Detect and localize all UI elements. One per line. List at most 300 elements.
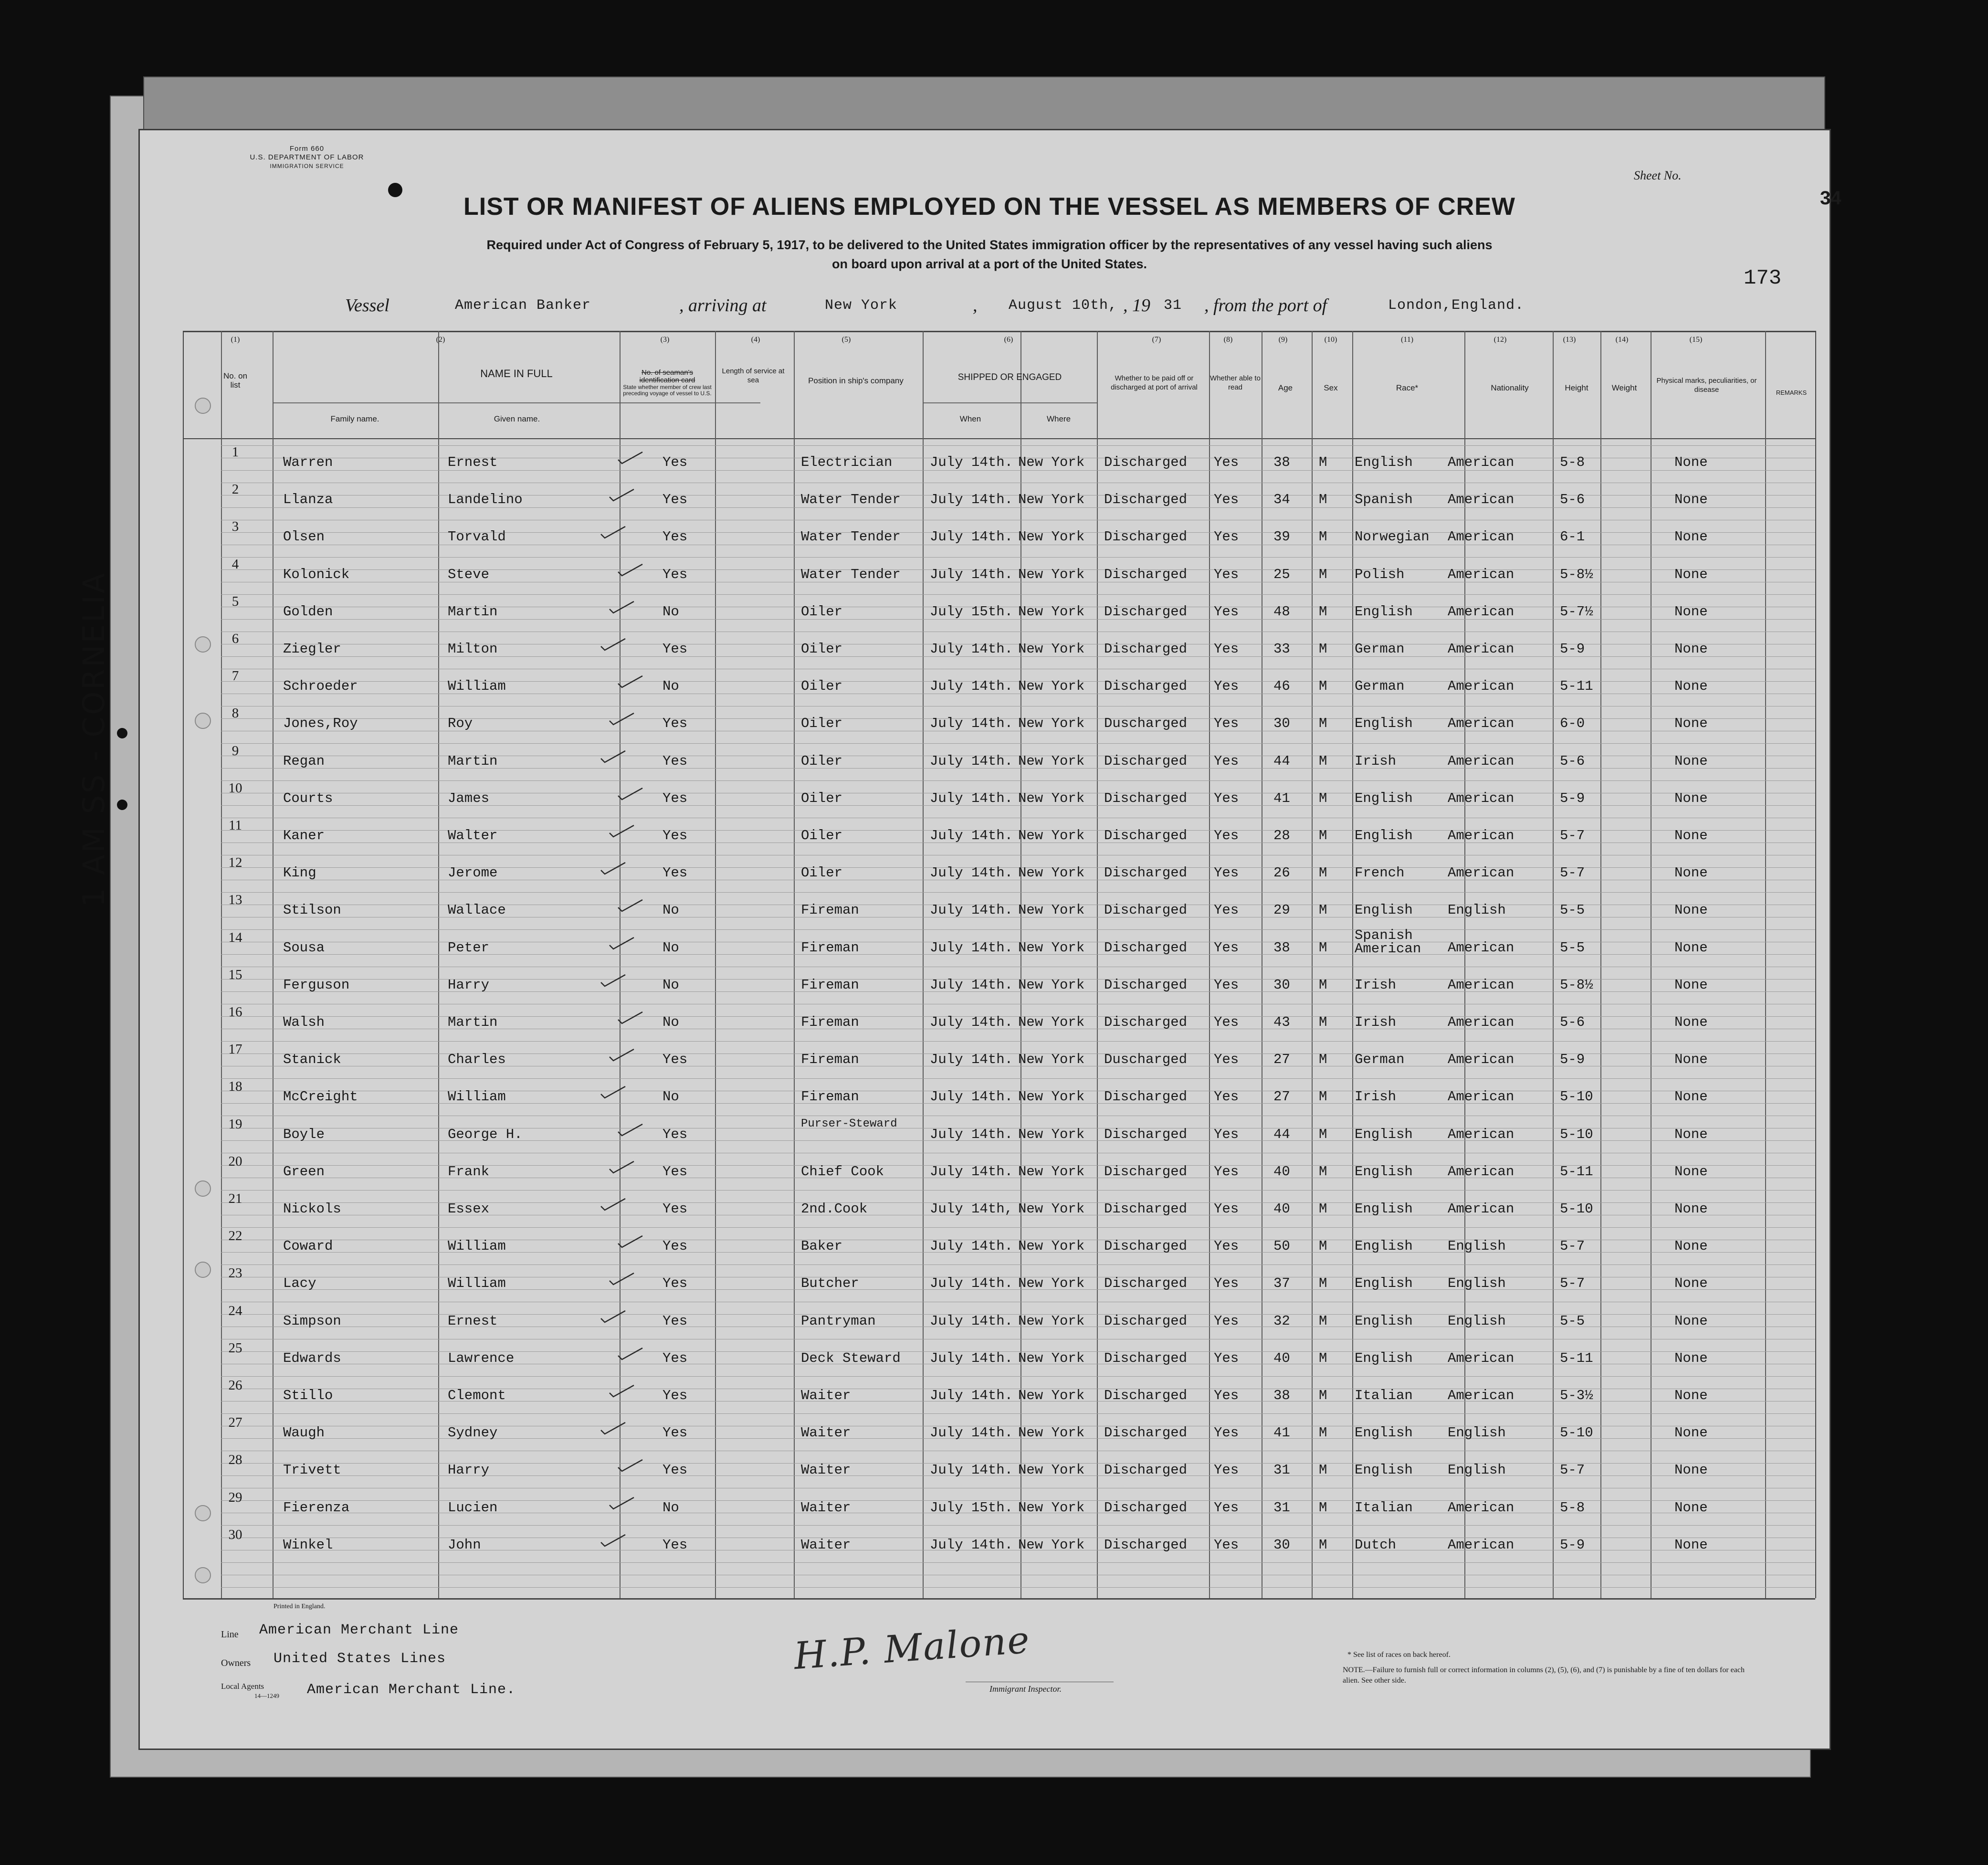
given-name: Walter — [448, 828, 498, 843]
writing-rule — [221, 1227, 1815, 1228]
row-number: 15 — [228, 967, 242, 982]
hdr-no-on-list: No. on list — [223, 371, 248, 390]
writing-rule — [221, 1413, 1815, 1414]
race: French — [1355, 865, 1405, 881]
family-name: Coward — [283, 1238, 333, 1254]
race: English — [1355, 1126, 1413, 1142]
previous-voyage: Yes — [663, 828, 688, 843]
row-number: 5 — [231, 593, 239, 609]
hdr-height: Height — [1565, 383, 1588, 392]
table-bottom-rule — [183, 1598, 1815, 1600]
race: German — [1355, 678, 1405, 695]
previous-voyage: Yes — [663, 1163, 688, 1180]
race: Irish — [1355, 753, 1397, 769]
shipped-when: July 14th. — [930, 678, 1013, 695]
sex: M — [1319, 1089, 1327, 1105]
position: Fireman — [801, 1089, 859, 1105]
column-rule — [620, 331, 621, 1598]
previous-voyage: Yes — [663, 566, 688, 582]
binder-hole — [195, 1180, 211, 1197]
able-to-read: Yes — [1214, 716, 1239, 732]
able-to-read: Yes — [1214, 1238, 1239, 1254]
physical-marks: None — [1674, 1201, 1708, 1217]
vessel-name: American Banker — [455, 297, 591, 314]
race: Norwegian — [1355, 529, 1430, 545]
family-name: McCreight — [283, 1089, 358, 1105]
family-name: Fierenza — [283, 1499, 350, 1516]
row-number: 25 — [228, 1340, 242, 1356]
shipped-where: New York — [1018, 902, 1085, 918]
race: English — [1355, 603, 1413, 620]
check-mark-icon — [617, 1459, 643, 1472]
physical-marks: None — [1674, 1275, 1708, 1292]
col-num-9: (9) — [1278, 336, 1288, 344]
given-name: Wallace — [448, 902, 506, 918]
family-name: Jones,Roy — [283, 716, 358, 732]
able-to-read: Yes — [1214, 865, 1239, 881]
height: 6-0 — [1560, 716, 1585, 732]
given-name: Lawrence — [448, 1350, 515, 1366]
paid-off: Duscharged — [1104, 1052, 1188, 1068]
nationality: American — [1448, 977, 1515, 993]
given-name: Milton — [448, 641, 498, 657]
sex: M — [1319, 1014, 1327, 1030]
comma: , — [973, 295, 978, 316]
writing-rule — [221, 929, 1815, 930]
check-mark-icon — [609, 712, 635, 726]
given-name: Martin — [448, 1014, 498, 1030]
paid-off: Discharged — [1104, 828, 1188, 843]
check-mark-icon — [617, 1347, 643, 1360]
binder-hole — [195, 713, 211, 729]
age: 44 — [1273, 753, 1290, 769]
check-mark-icon — [600, 974, 626, 987]
race: Spanish American — [1355, 927, 1421, 957]
margin-handwriting: 1 AM SS - CORNELIA — [76, 571, 111, 907]
previous-voyage: Yes — [663, 1425, 688, 1441]
physical-marks: None — [1674, 1014, 1708, 1030]
given-name: Charles — [448, 1052, 506, 1068]
age: 46 — [1273, 678, 1290, 695]
age: 28 — [1273, 828, 1290, 843]
paid-off: Discharged — [1104, 1238, 1188, 1254]
previous-voyage: Yes — [663, 1201, 688, 1217]
age: 34 — [1273, 492, 1290, 508]
able-to-read: Yes — [1214, 1126, 1239, 1142]
physical-marks: None — [1674, 1089, 1708, 1105]
physical-marks: None — [1674, 1052, 1708, 1068]
check-mark-icon — [600, 526, 626, 539]
check-mark-icon — [609, 1272, 635, 1285]
col-num-14: (14) — [1615, 336, 1629, 344]
position: Fireman — [801, 977, 859, 993]
check-mark-icon — [600, 750, 626, 763]
age: 29 — [1273, 902, 1290, 918]
previous-voyage: Yes — [663, 1313, 688, 1329]
previous-voyage: Yes — [663, 1052, 688, 1068]
check-mark-icon — [609, 488, 635, 502]
paid-off: Discharged — [1104, 1350, 1188, 1366]
height: 5-3½ — [1560, 1388, 1593, 1403]
height: 5-7½ — [1560, 603, 1593, 620]
binder-hole — [195, 1567, 211, 1583]
age: 25 — [1273, 566, 1290, 582]
age: 27 — [1273, 1052, 1290, 1068]
writing-rule — [221, 1376, 1815, 1377]
writing-rule — [221, 1041, 1815, 1042]
physical-marks: None — [1674, 566, 1708, 582]
sex: M — [1319, 678, 1327, 695]
hdr-physical: Physical marks, peculiarities, or disease — [1656, 377, 1757, 394]
column-rule — [1600, 331, 1601, 1598]
margin-number: 34 — [1820, 188, 1841, 209]
column-rule — [438, 331, 439, 1598]
subtitle — [283, 235, 1696, 274]
sex: M — [1319, 1388, 1327, 1403]
manifest-sheet — [138, 129, 1841, 1750]
age: 37 — [1273, 1275, 1290, 1292]
able-to-read: Yes — [1214, 753, 1239, 769]
column-rule — [794, 331, 795, 1598]
sex: M — [1319, 1313, 1327, 1329]
hdr-id-card-note: State whether member of crew last preceding voyage of vessel to U.S. — [623, 384, 712, 397]
able-to-read: Yes — [1214, 1275, 1239, 1292]
paid-off: Discharged — [1104, 1201, 1188, 1217]
age: 30 — [1273, 1537, 1290, 1553]
paid-off: Discharged — [1104, 492, 1188, 508]
nationality: American — [1448, 1350, 1515, 1366]
row-number: 9 — [231, 743, 239, 759]
able-to-read: Yes — [1214, 603, 1239, 620]
physical-marks: None — [1674, 1350, 1708, 1366]
age: 32 — [1273, 1313, 1290, 1329]
sex: M — [1319, 902, 1327, 918]
col-num-1: (1) — [231, 336, 240, 344]
writing-rule — [221, 594, 1815, 595]
line-label: Line — [221, 1629, 239, 1640]
height: 5-6 — [1560, 1014, 1585, 1030]
shipped-where: New York — [1018, 1014, 1085, 1030]
hdr-race: Race* — [1396, 383, 1419, 392]
given-name: Steve — [448, 566, 490, 582]
family-name: Olsen — [283, 529, 325, 545]
column-rule — [1209, 331, 1210, 1598]
sex: M — [1319, 1126, 1327, 1142]
subtitle-line1: Required under Act of Congress of February 5, 1917, to be delivered to the United States immigration officer by the representatives of any vessel having such aliens — [486, 238, 1493, 252]
column-rule — [1815, 331, 1816, 1598]
previous-voyage: Yes — [663, 753, 688, 769]
nationality: American — [1448, 828, 1515, 843]
given-name: John — [448, 1537, 481, 1553]
family-name: Simpson — [283, 1313, 341, 1329]
paid-off: Discharged — [1104, 678, 1188, 695]
writing-rule — [221, 1078, 1815, 1079]
check-mark-icon — [617, 1011, 643, 1024]
position: Water Tender — [801, 492, 901, 508]
paid-off: Discharged — [1104, 603, 1188, 620]
service: IMMIGRATION SERVICE — [270, 163, 344, 169]
column-rule — [1553, 331, 1554, 1598]
height: 5-10 — [1560, 1089, 1593, 1105]
sex: M — [1319, 716, 1327, 732]
able-to-read: Yes — [1214, 1313, 1239, 1329]
previous-voyage: Yes — [663, 1537, 688, 1553]
shipped-when: July 14th. — [930, 1163, 1013, 1180]
row-number: 12 — [228, 855, 242, 871]
hdr-position: Position in ship's company — [808, 376, 904, 385]
race: English — [1355, 1313, 1413, 1329]
height: 5-5 — [1560, 902, 1585, 918]
paid-off: Discharged — [1104, 1499, 1188, 1516]
row-number: 27 — [228, 1415, 242, 1431]
binder-hole — [195, 1505, 211, 1521]
row-number: 20 — [228, 1153, 242, 1169]
given-name: Harry — [448, 977, 490, 993]
previous-voyage: Yes — [663, 790, 688, 806]
age: 38 — [1273, 1388, 1290, 1403]
position: Oiler — [801, 603, 843, 620]
family-name: Stilson — [283, 902, 341, 918]
physical-marks: None — [1674, 977, 1708, 993]
able-to-read: Yes — [1214, 1499, 1239, 1516]
row-number: 23 — [228, 1265, 242, 1281]
sex: M — [1319, 529, 1327, 545]
agents-value: American Merchant Line. — [307, 1682, 516, 1698]
physical-marks: None — [1674, 678, 1708, 695]
family-name: Stanick — [283, 1052, 341, 1068]
check-mark-icon — [617, 1235, 643, 1248]
nationality: English — [1448, 1313, 1506, 1329]
previous-voyage: Yes — [663, 529, 688, 545]
age: 30 — [1273, 716, 1290, 732]
binder-hole — [117, 728, 127, 738]
col-num-6: (6) — [1004, 336, 1013, 344]
name-subheader-rule — [273, 402, 760, 403]
row-number: 2 — [231, 482, 239, 497]
hdr-read: Whether able to read — [1210, 374, 1261, 391]
physical-marks: None — [1674, 828, 1708, 843]
owners-value: United States Lines — [273, 1651, 446, 1667]
check-mark-icon — [609, 1384, 635, 1398]
race: English — [1355, 902, 1413, 918]
nationality: American — [1448, 716, 1515, 732]
age: 26 — [1273, 865, 1290, 881]
column-rule — [183, 331, 184, 1598]
paid-off: Discharged — [1104, 1462, 1188, 1478]
given-name: Ernest — [448, 1313, 498, 1329]
table-top-rule — [183, 331, 1815, 332]
able-to-read: Yes — [1214, 1014, 1239, 1030]
position: Oiler — [801, 865, 843, 881]
nationality: American — [1448, 1163, 1515, 1180]
family-name: Walsh — [283, 1014, 325, 1030]
given-name: George H. — [448, 1126, 523, 1142]
nationality: American — [1448, 566, 1515, 582]
able-to-read: Yes — [1214, 1537, 1239, 1553]
physical-marks: None — [1674, 939, 1708, 956]
sex: M — [1319, 1163, 1327, 1180]
height: 5-9 — [1560, 790, 1585, 806]
given-name: Ernest — [448, 454, 498, 470]
previous-voyage: Yes — [663, 865, 688, 881]
nationality: American — [1448, 1537, 1515, 1553]
check-mark-icon — [600, 638, 626, 651]
age: 40 — [1273, 1201, 1290, 1217]
height: 5-7 — [1560, 865, 1585, 881]
shipped-when: July 14th. — [930, 1350, 1013, 1366]
shipped-where: New York — [1018, 603, 1085, 620]
binder-hole — [195, 636, 211, 653]
shipped-where: New York — [1018, 716, 1085, 732]
family-name: Kaner — [283, 828, 325, 843]
shipped-where: New York — [1018, 828, 1085, 843]
race: English — [1355, 454, 1413, 470]
nationality: American — [1448, 753, 1515, 769]
age: 38 — [1273, 454, 1290, 470]
check-mark-icon — [609, 824, 635, 838]
able-to-read: Yes — [1214, 1350, 1239, 1366]
column-rule — [1765, 331, 1766, 1598]
nationality: English — [1448, 1275, 1506, 1292]
sheet-label: Sheet No. — [1634, 169, 1682, 182]
race: German — [1355, 641, 1405, 657]
shipped-where: New York — [1018, 753, 1085, 769]
arrival-date: August 10th, — [1009, 297, 1118, 314]
previous-voyage: No — [663, 1499, 679, 1516]
check-mark-icon — [600, 1198, 626, 1211]
subtitle-line2: on board upon arrival at a port of the United States. — [831, 257, 1147, 271]
position: Waiter — [801, 1537, 851, 1553]
race: Irish — [1355, 1014, 1397, 1030]
row-number: 17 — [228, 1042, 242, 1057]
shipped-where: New York — [1018, 566, 1085, 582]
race: Spanish — [1355, 492, 1413, 508]
nationality: English — [1448, 1462, 1506, 1478]
check-mark-icon — [617, 1123, 643, 1137]
position: Chief Cook — [801, 1163, 884, 1180]
writing-rule — [221, 780, 1815, 781]
shipped-when: July 14th. — [930, 1275, 1013, 1292]
inspector-label: Immigrant Inspector. — [989, 1684, 1062, 1694]
able-to-read: Yes — [1214, 828, 1239, 843]
shipped-where: New York — [1018, 678, 1085, 695]
nationality: American — [1448, 1126, 1515, 1142]
hdr-where: Where — [1046, 414, 1071, 423]
hdr-when: When — [959, 414, 981, 423]
hdr-age: Age — [1278, 383, 1293, 392]
row-number: 21 — [228, 1191, 242, 1206]
given-name: Roy — [448, 716, 473, 732]
col-num-3: (3) — [660, 336, 670, 344]
shipped-when: July 14th. — [930, 716, 1013, 732]
paid-off: Discharged — [1104, 1163, 1188, 1180]
row-number: 26 — [228, 1378, 242, 1393]
check-mark-icon — [617, 563, 643, 577]
agents-label: Local Agents — [221, 1682, 264, 1691]
binder-hole — [195, 398, 211, 414]
physical-marks: None — [1674, 641, 1708, 657]
height: 5-8 — [1560, 1499, 1585, 1516]
family-name: Trivett — [283, 1462, 341, 1478]
shipped-where: New York — [1018, 492, 1085, 508]
family-name: Golden — [283, 603, 333, 620]
race: English — [1355, 790, 1413, 806]
age: 33 — [1273, 641, 1290, 657]
nationality: American — [1448, 603, 1515, 620]
physical-marks: None — [1674, 1425, 1708, 1441]
previous-voyage: No — [663, 977, 679, 993]
writing-rule — [221, 1525, 1815, 1526]
sex: M — [1319, 1238, 1327, 1254]
binder-hole — [117, 800, 127, 810]
able-to-read: Yes — [1214, 902, 1239, 918]
shipped-when: July 14th. — [930, 1052, 1013, 1068]
position: Fireman — [801, 939, 859, 956]
position: Waiter — [801, 1499, 851, 1516]
sex: M — [1319, 939, 1327, 956]
previous-voyage: No — [663, 1014, 679, 1030]
able-to-read: Yes — [1214, 1089, 1239, 1105]
paid-off: Discharged — [1104, 1388, 1188, 1403]
family-name: Ferguson — [283, 977, 350, 993]
agents-code: 14—1249 — [254, 1692, 279, 1699]
inspector-signature: H.P. Malone — [792, 1618, 1032, 1678]
given-name: Lucien — [448, 1499, 498, 1516]
column-rule — [1352, 331, 1353, 1598]
printed-in: Printed in England. — [273, 1603, 326, 1610]
paid-off: Discharged — [1104, 902, 1188, 918]
sex: M — [1319, 641, 1327, 657]
physical-marks: None — [1674, 1537, 1708, 1553]
paid-off: Discharged — [1104, 865, 1188, 881]
height: 5-9 — [1560, 1537, 1585, 1553]
row-number: 11 — [229, 818, 242, 833]
paid-off: Discharged — [1104, 790, 1188, 806]
family-name: Ziegler — [283, 641, 341, 657]
family-name: Kolonick — [283, 566, 350, 582]
height: 5-10 — [1560, 1425, 1593, 1441]
paid-off: Discharged — [1104, 1089, 1188, 1105]
shipped-where: New York — [1018, 641, 1085, 657]
able-to-read: Yes — [1214, 1462, 1239, 1478]
sex: M — [1319, 865, 1327, 881]
shipped-when: July 14th. — [930, 1462, 1013, 1478]
height: 5-7 — [1560, 1238, 1585, 1254]
race: Italian — [1355, 1388, 1413, 1403]
physical-marks: None — [1674, 1462, 1708, 1478]
previous-voyage: No — [663, 603, 679, 620]
family-name: Regan — [283, 753, 325, 769]
height: 5-7 — [1560, 828, 1585, 843]
race: English — [1355, 1275, 1413, 1292]
nationality: American — [1448, 678, 1515, 695]
writing-rule — [221, 1190, 1815, 1191]
shipped-where: New York — [1018, 1052, 1085, 1068]
writing-rule — [221, 1264, 1815, 1265]
race: English — [1355, 1163, 1413, 1180]
nationality: American — [1448, 790, 1515, 806]
able-to-read: Yes — [1214, 454, 1239, 470]
column-rule — [1097, 331, 1098, 1598]
nationality: English — [1448, 1238, 1506, 1254]
row-number: 16 — [228, 1004, 242, 1020]
race: Polish — [1355, 566, 1405, 582]
paid-off: Discharged — [1104, 939, 1188, 956]
department: U.S. DEPARTMENT OF LABOR — [250, 153, 364, 161]
col-num-4: (4) — [751, 336, 760, 344]
sex: M — [1319, 1201, 1327, 1217]
note-penalty: NOTE.—Failure to furnish full or correct information in columns (2), (5), (6), and (7) is punishable by a fine of ten dollars for each alien. See other side. — [1343, 1666, 1745, 1685]
